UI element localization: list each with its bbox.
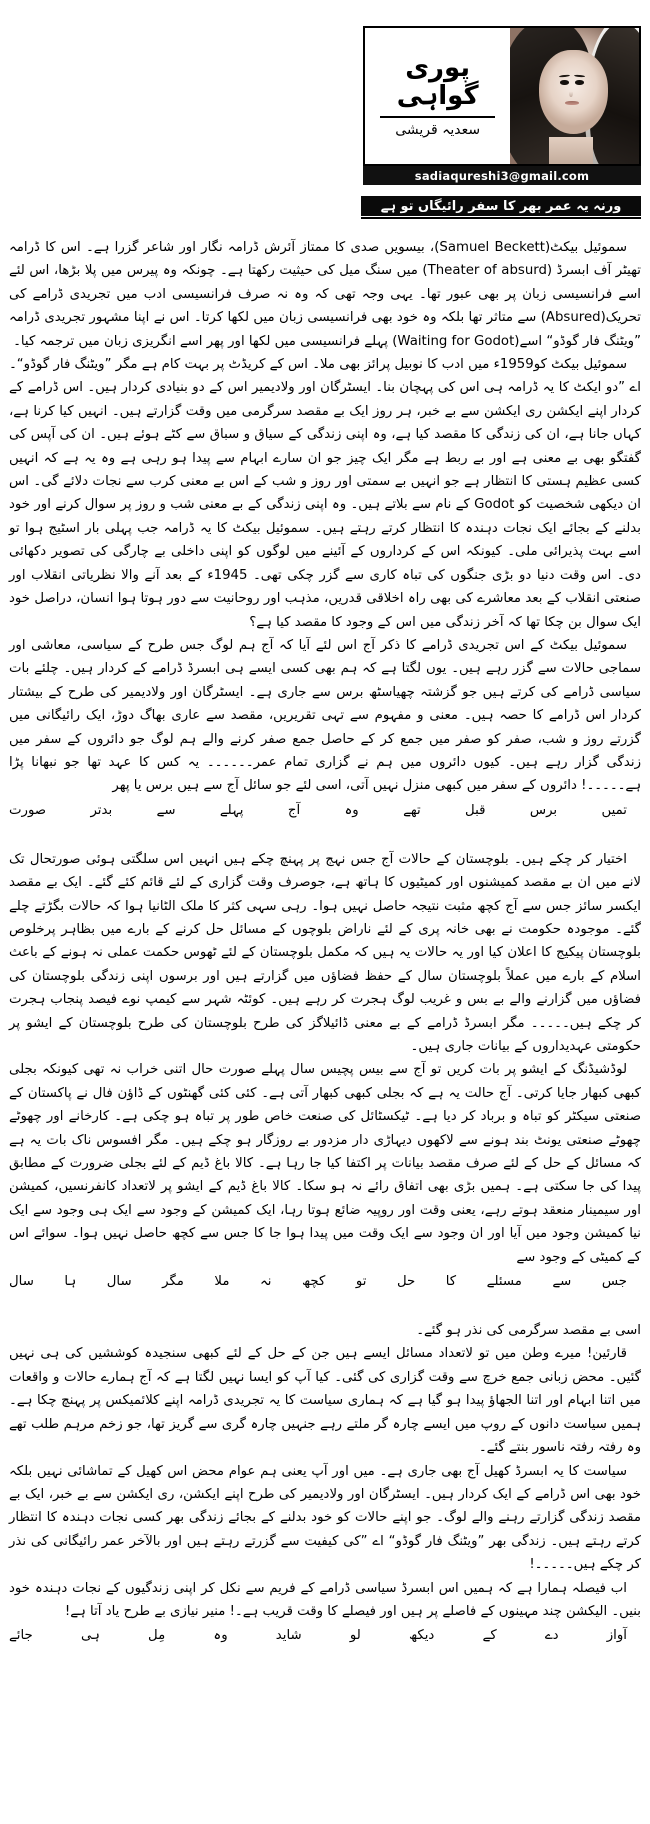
article-paragraph: لوڈشیڈنگ کے ایشو پر بات کریں تو آج سے بیس پچیس سال پہلے صورت حال اتنی خراب نہ تھی کیونکہ بجلی کبھی کبھار جایا کرتی۔ آج حالت یہ ہے کہ بجلی کبھی کبھار آتی ہے۔ کئی کئی گھنٹوں کے ڈاؤن فال نے پاکستان کے صنعتی سیکٹر کو تباہ و برباد کر دیا ہے۔ ٹیکسٹائل کی صنعت خاص طور پر تباہ ہو چکی ہے۔ کارخانے اور چھوٹے چھوٹے صنعتی یونٹ بند ہونے سے لاکھوں دیہاڑی دار مزدور بے روزگار ہو چکے ہیں۔ مگر افسوس ناک بات یہ ہے کہ مسائل کے حل کے لئے صرف مقصد بیانات پر اکتفا کیا جا رہا ہے۔ کالا باغ ڈیم کے لئے بجلی ضرورت کے مطابق پیدا کی جا سکتی ہے۔ ہمیں بڑی بھی اتفاق رائے نہ ہو سکا۔ کالا باغ ڈیم کے ایشو پر لاتعداد کانفرنسیں، کمیشن اور سیمینار منعقد ہوتے رہے، یعنی وقت اور روپیہ ضائع ہوتا رہا، ایک کمیشن کے وجود سے ایک ہی وجود سے ایک نیا کمیشن وجود میں آیا اور ان وجود سے ایک وقت میں پیدا ہوا جا کا جس سے کچھ حاصل نہیں ہوا۔ سوائے اس کے کمیٹی کے وجود سے [9,1062,641,1265]
article-paragraph: سموئیل بیکٹ(Samuel Beckett)، بیسویں صدی کا ممتاز آئرش ڈرامہ نگار اور شاعر گزرا ہے۔ اس کا ڈرامہ تھیٹر آف ابسرڈ (Theater of absurd) میں سنگ میل کی حیثیت رکھتا ہے۔ چونکہ وہ پیرس میں پلا بڑھا، اس لئے اسے فرانسیسی زبان پر بھی عبور تھا۔ یہی وجہ تھی کہ وہ نہ صرف فرانسیسی ادب میں تجریدی ڈرامے کی تحریک(Absured) سے متاثر تھا بلکہ وہ خود بھی فرانسیسی زبان میں لکھا کرتا۔ اس نے اپنا مشہور تجریدی ڈرامہ ”ویٹنگ فار گوڈو“ اسے(Waiting for Godot) پہلے فرانسیسی میں لکھا اور پھر اسے انگریزی زبان میں ترجمہ کیا۔ [9,240,641,349]
portrait-eye-left [560,80,569,85]
article-verse-line: آواز دے کے دیکھ لو شاید وہ مِل ہی جائے [9,1628,627,1644]
article-paragraph: اب فیصلہ ہمارا ہے کہ ہمیں اس ابسرڈ سیاسی ڈرامے کے فریم سے نکل کر اپنی زندگیوں کے نجات دہندہ خود بنیں۔ الیکشن چند مہینوں کے فاصلے پر ہیں اور فیصلے کا وقت قریب ہے۔! منیر نیازی بے طرح یاد آتا ہے! [9,1580,641,1619]
article-verse-line: جس سے مسئلے کا حل تو کچھ نہ ملا مگر سال ہا سال [9,1274,627,1290]
article-verse-line: تمیں برس قبل تھے وہ آج پہلے سے بدتر صورت [9,802,627,818]
column-title-line-2: گواہی [396,81,479,112]
masthead-divider [380,116,495,118]
article-paragraph: سموئیل بیکٹ کو1959ء میں ادب کا نوبیل پرائز بھی ملا۔ اس کے کریڈٹ پر بہت کام ہے مگر ”ویٹنگ فار گوڈو“۔ اے ”دو ایکٹ کا یہ ڈرامہ ہی اس کی پہچان بنا۔ ایسٹرگان اور ولادیمیر اس کے دو بنیادی کردار ہیں۔ اس ڈرامے کے کردار اپنے ایکشن ری ایکشن سے بے خبر، ہر روز ایک بے مقصد سرگرمی میں وقت گزارتے ہیں۔ انہیں کیا کرنا ہے، کہاں جانا ہے، ان کی زندگی کا مقصد کیا ہے، وہ اپنی زندگی کے سیاق و سباق سے کٹے ہوئے ہیں۔ ان کی آپس کی گفتگو بھی بے معنی ہے اور بے ربط ہے مگر ایک چیز جو ان سارے ابہام سے پیدا ہو رہی ہے وہ یہ ہے کہ انہیں کسی عظیم ہستی کا انتظار ہے جو انہیں بے سمتی اور روز و شب کے اس بے معنی کرب سے نجات دلائے گی۔ اس ان دیکھی شخصیت کو Godot کے نام سے بلاتے ہیں۔ وہ اپنی زندگی کے بے معنی شب و روز پر سوال کرنے اور خود بدلنے کے بجائے ایک نجات دہندہ کا انتظار کرتے رہتے ہیں۔ سموئیل بیکٹ کا یہ ڈرامہ جب پہلی بار اسٹیج ہوا تو اسے بہت پذیرائی ملی۔ کیونکہ اس کے کرداروں کے آئینے میں لوگوں کو اپنی داخلی بے چارگی کی تصویر دکھائی دی۔ اس وقت دنیا دو بڑی جنگوں کی تباہ کاری سے گزر چکی تھی۔ 1945ء کے بعد آنے والا نظریاتی انقلاب اور صنعتی انقلاب کے بعد معاشرے کی بھی راہ اخلاقی قدریں، مذہب اور روحانیت سے دور ہوتا ہوا انسان، دراصل خود ایک سوال بن چکا تھا کہ آخر زندگی میں اس کے وجود کا مقصد کیا ہے؟ [9,357,641,630]
article-paragraph: قارئین! میرے وطن میں تو لاتعداد مسائل ایسے ہیں جن کے حل کے لئے کبھی سنجیدہ کوششیں کی ہی نہیں گئیں۔ محض زبانی جمع خرچ سے وقت گزاری کی گئی۔ کیا آپ کو ایسا نہیں لگتا ہے کہ آج ہمارے حالات و واقعات میں اتنا ابہام اور اتنا الجھاؤ پیدا ہو گیا ہے کہ ہماری سیاست کا یہ تجریدی ڈرامہ اپنے کلائمیکس پر پہنچ چکا ہے۔ ہمیں سیاست دانوں کے روپ میں ایسے چارہ گر ملتے رہے جنہیں چارہ گری سے گریز تھا، جو زخم مرہم طلب تھے وہ رفتہ رفتہ ناسور بنتے گئے۔ [9,1346,641,1456]
portrait-lips [565,101,579,105]
author-email-bar[interactable]: sadiaqureshi3@gmail.com [363,166,641,185]
article-paragraph: سموئیل بیکٹ کے اس تجریدی ڈرامے کا ذکر آج اس لئے آیا کہ آج ہم لوگ جس طرح کے سیاسی، معاشی اور سماجی حالات سے گزر رہے ہیں۔ یوں لگتا ہے کہ ہم بھی کسی ایسے ہی ابسرڈ ڈرامے کے کردار ہیں۔ چلئے بات سیاسی ڈرامے کی کرتے ہیں جو گزشتہ چھیاسٹھ برس سے جاری ہے۔ ایسٹرگان اور ولادیمیر کی طرح کے بیشتار کردار اس ڈرامے کا حصہ ہیں۔ معنی و مفہوم سے تہی تقریریں، مقصد سے عاری بھاگ دوڑ، ایک رائیگانی میں گزرتے روز و شب، صفر کو صفر میں جمع کر کے حاصل جمع صفر کرنے والے ہم لوگ جو دائروں کے سفر میں زندگی گزار رہے ہیں۔ کیوں دائروں میں ہم نے گزاری تمام عمر۔۔۔۔۔۔ یہ کس کا عہد تھا جو نبھانا پڑا ہے۔۔۔۔۔! دائروں کے سفر میں کبھی منزل نہیں آتی، اسی لئے جو سائل آج سے ہیں برس یا پھر [9,637,641,794]
column-title-line-1: پوری [405,53,471,84]
masthead-logo-box [363,26,641,166]
author-name: سعدیہ قریشی [395,122,481,139]
portrait-eyebrow-left [559,74,570,77]
article-paragraph: اسی بے مقصد سرگرمی کی نذر ہو گئے۔ [416,1323,641,1339]
portrait-face [539,50,609,134]
portrait-eye-right [575,80,584,85]
headline-underline-rule [361,217,641,219]
portrait-nose [569,88,573,97]
author-portrait-photo [510,28,639,164]
article-body [9,236,641,1673]
article-headline-banner: ورنہ یہ عمر بھر کا سفر رائیگاں تو ہے [361,196,641,216]
masthead-text-block [365,28,510,164]
article-paragraph: اختیار کر چکے ہیں۔ بلوچستان کے حالات آج جس نہج پر پہنچ چکے ہیں انہیں اس سلگتی ہوئی صورتحال تک لانے میں ان بے مقصد کمیشنوں اور کمیٹیوں کا ہاتھ ہے، جوصرف وقت گزاری کے لئے قائم کئے گئے۔ ایک بے مقصد ایکسر سائز جس سے آج کچھ مثبت نتیجہ حاصل نہیں ہوا۔ رہی سہی کثر کا ملک الٹانیا ہوا کہ حالات بگڑتے چلے گئے۔ موجودہ حکومت نے بھی خانہ پری کے لئے ناراض بلوچوں کے مسائل حل کرنے کے بارے میں بظاہر پرخلوص بلوچستان پیکیج کا اعلان کیا اور یہ حالات یہ ہیں کہ مکمل بلوچستان کے لئے ٹھوس حکمت عملی نہ ہونے کے باعث اسلام کے بارے میں عملاً بلوچستان سال کے حفظ فضاؤں میں گزارتے ہیں اور برسوں اپنی زندگی بلوچستان کی فضاؤں میں گزارنے والے بے بس و غریب لوگ ہجرت کر رہے ہیں۔ کوئٹہ شہر سے کیمپ نوے فیصد پنجاب ہجرت کر چکے ہیں۔۔۔۔۔ مگر ابسرڈ ڈرامے کے بے معنی ڈائیلاگز کی طرح بلوچستان کی طرح بلوچستان کے ایشو پر حکومتی عہدیداروں کے بیانات جاری ہیں۔ [9,851,641,1054]
column-title [396,53,479,112]
portrait-neck [549,137,593,164]
article-paragraph: سیاست کا یہ ابسرڈ کھیل آج بھی جاری ہے۔ میں اور آپ یعنی ہم عوام محض اس کھیل کے تماشائی نہیں بلکہ خود بھی اس ڈرامے کے ایک کردار ہیں۔ ایسٹرگان اور ولادیمیر کی طرح اپنے ایکشن، ری ایکشن سے بے خبر، ایک بے مقصد زندگی گزارتے رہنے والے لوگ۔ جو اپنے حالات کو خود بدلنے کے بجائے زندگی بھر کسی نجات دہندہ کا انتظار کرتے رہتے ہیں۔ زندگی بھر ”ویٹنگ فار گوڈو“ اے ”کی کیفیت سے گزرتے رہتے ہیں اور بالآخر عمر رائیگانی کی نذر کر چکے ہیں۔۔۔۔۔! [9,1463,641,1573]
portrait-eyebrow-right [574,75,585,78]
